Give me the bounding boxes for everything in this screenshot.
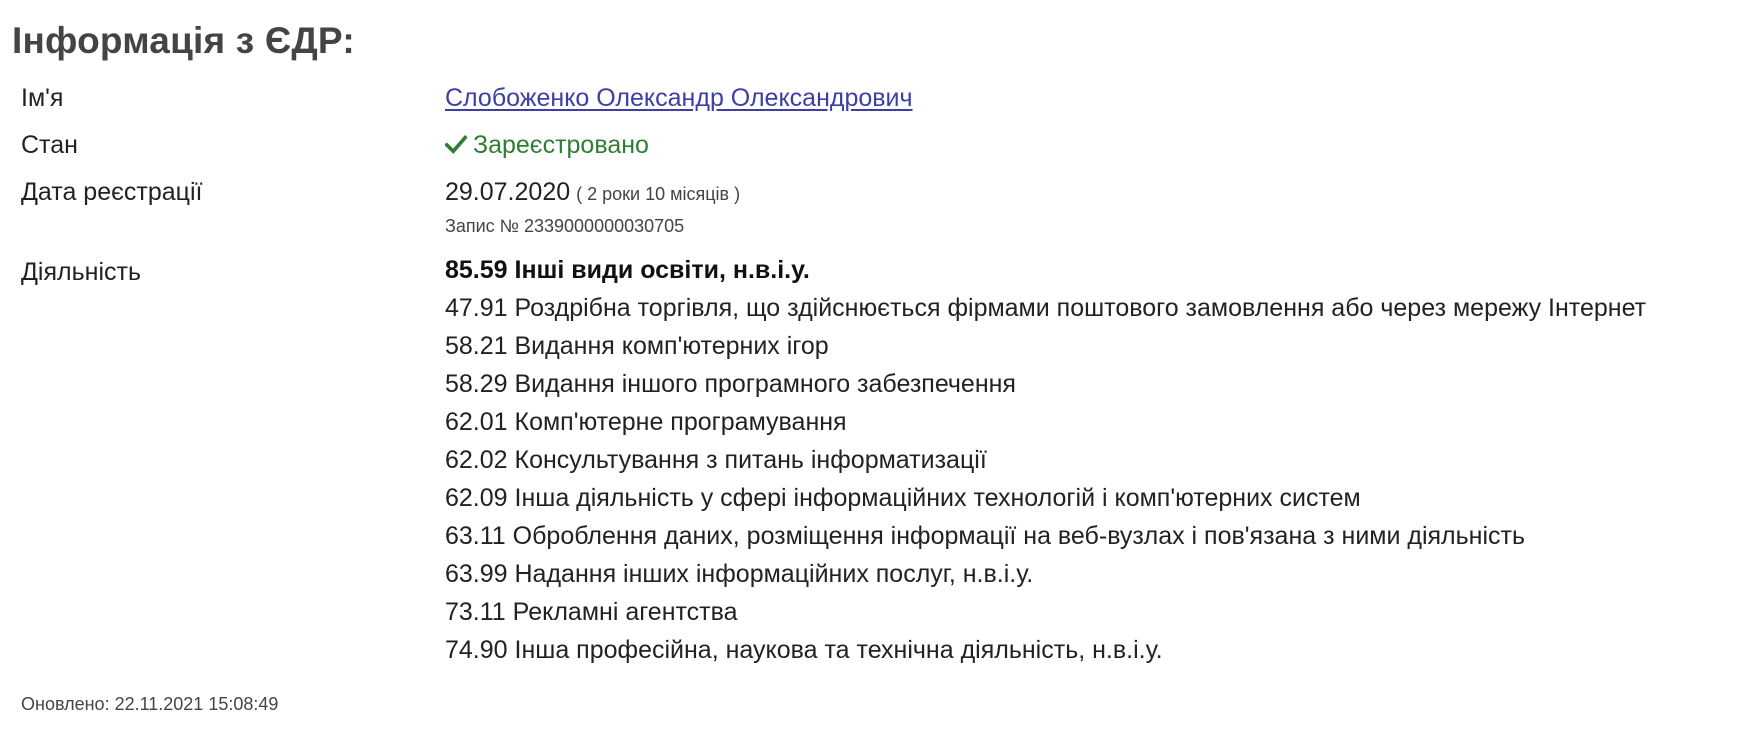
registration-duration: ( 2 роки 10 місяців )	[576, 184, 741, 204]
person-name-link[interactable]: Слобоженко Олександр Олександрович	[445, 84, 913, 112]
activity-item: 63.11 Оброблення даних, розміщення інформації на веб-вузлах і пов'язана з ними діяльність	[445, 522, 1526, 550]
activity-item: 47.91 Роздрібна торгівля, що здійснюється фірмами поштового замовлення або через мережу Інтернет	[445, 294, 1647, 322]
activity-item: 58.21 Видання комп'ютерних ігор	[445, 332, 829, 360]
check-icon	[445, 133, 467, 155]
name-value	[445, 84, 913, 113]
activity-label: Діяльність	[21, 258, 141, 286]
name-label: Ім'я	[21, 84, 64, 112]
activity-item-primary: 85.59 Інші види освіти, н.в.і.у.	[445, 256, 810, 284]
registration-date: 29.07.2020	[445, 178, 571, 206]
activity-item: 73.11 Рекламні агентства	[445, 598, 738, 626]
activity-item: 62.01 Комп'ютерне програмування	[445, 408, 847, 436]
activity-item: 62.02 Консультування з питань інформатизації	[445, 446, 987, 474]
status-text: Зареєстровано	[473, 131, 649, 159]
registration-date-label: Дата реєстрації	[21, 178, 203, 206]
registration-date-value	[445, 178, 740, 207]
status-value	[445, 131, 649, 160]
activity-item: 63.99 Надання інших інформаційних послуг, н.в.і.у.	[445, 560, 1034, 588]
status-label: Стан	[21, 131, 78, 159]
page-title: Інформація з ЄДР:	[12, 20, 355, 61]
activity-item: 62.09 Інша діяльність у сфері інформаційних технологій і комп'ютерних систем	[445, 484, 1361, 512]
activity-item: 58.29 Видання іншого програмного забезпечення	[445, 370, 1016, 398]
registration-record-number: Запис № 2339000000030705	[445, 216, 685, 236]
activity-list	[445, 255, 1646, 673]
activity-item: 74.90 Інша професійна, наукова та технічна діяльність, н.в.і.у.	[445, 636, 1163, 664]
updated-timestamp: Оновлено: 22.11.2021 15:08:49	[21, 694, 279, 714]
